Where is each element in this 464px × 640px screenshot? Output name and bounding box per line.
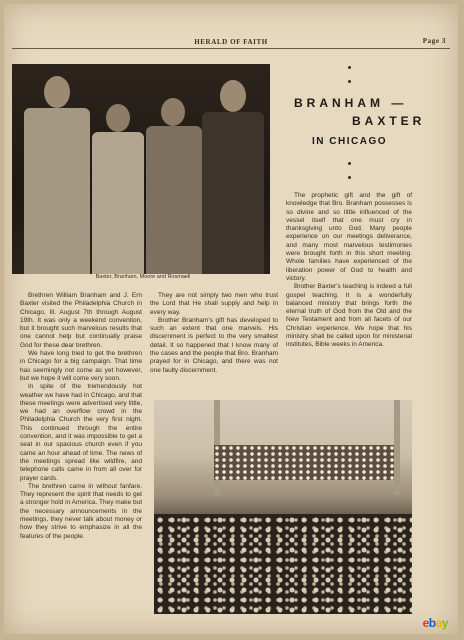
- person-figure: [22, 76, 92, 274]
- headline-line-3: IN CHICAGO: [312, 136, 387, 147]
- audience: [154, 514, 412, 614]
- paragraph: Brother Baxter's teaching is indeed a full gospel teaching. It is a wonderfully balanced ministry that brings forth the eternal truth of God from the Old and the New Testament and from all facets of our Christian experience. We hope that his ministry shall be called upon for ministerial institutes, Bible weeks in America.: [286, 283, 412, 349]
- article-column-1: [20, 292, 142, 622]
- photo-four-men: [12, 64, 270, 274]
- choir-group: [214, 445, 394, 480]
- paragraph: The brethren came in without fanfare. They represent the spirit that needs to get a stronger hold in America. They make but the necessary announcements in the meetings, they never talk about money or how they strive to emphasize in all the features of the people.: [20, 482, 142, 540]
- headline-line-2: BAXTER: [352, 114, 426, 128]
- paragraph: Brother Branham's gift has developed to such an extent that one marvels. His discernment is perfect to the very smallest detail. It so happened that I know many of the cases and the people that Bro. Branham prayed for in Chicago, and there was not one faulty discernment.: [150, 316, 278, 374]
- paragraph: They are not simply two men who trust the Lord that He shall supply and help in every way.: [150, 292, 278, 316]
- person-figure: [200, 80, 266, 274]
- paragraph: We have long tried to get the brethren in Chicago for a big campaign. That time has seemingly not come as yet however, but we hope it will come very soon.: [20, 350, 142, 382]
- ebay-watermark-logo: ebay: [422, 616, 448, 630]
- paragraph: In spite of the tremendously hot weather we have had in Chicago, and that these meetings were advertised very little, we had an overflow crowd in the Philadelphia Church the very first night. This continued through the entire convention, and it was impossible to get a seat in our spacious church even if you came an hour ahead of time. The news of the meetings spread like wildfire, and telephone calls came in from all over for prayer cards.: [20, 383, 142, 482]
- magazine-page: [4, 4, 458, 634]
- headline-line-1: BRANHAM —: [294, 96, 408, 110]
- person-figure: [90, 104, 146, 274]
- page-number: Page 3: [422, 37, 446, 45]
- photo-caption: Baxter, Branham, Moore and Rosmaeli: [95, 274, 191, 280]
- paragraph: Brethren William Branham and J. Ern Baxter visited the Philadelphia Church in Chicago, Ill. August 7th through August 19th. It was only a weekend convention, but it brought such marvelous results that one cannot help but continually praise God for these dear brethren.: [20, 292, 142, 349]
- article-column-2: [150, 292, 278, 392]
- page-header: [12, 34, 450, 49]
- paragraph: The prophetic gift and the gift of knowledge that Bro. Branham possesses is so divine and so little influenced of the vessel itself that one must cry in thanksgiving unto God. Many people experience on our meetings deliverance, and many most marvelous testimonies were brought forth in this short meeting. Whole families have experienced of the liberation power of God to health and victory.: [286, 192, 412, 282]
- photo-church-crowd: [154, 400, 412, 614]
- article-column-3: [286, 192, 412, 392]
- masthead: HERALD OF FAITH: [194, 38, 268, 46]
- person-figure: [144, 98, 204, 274]
- headline: [272, 64, 458, 194]
